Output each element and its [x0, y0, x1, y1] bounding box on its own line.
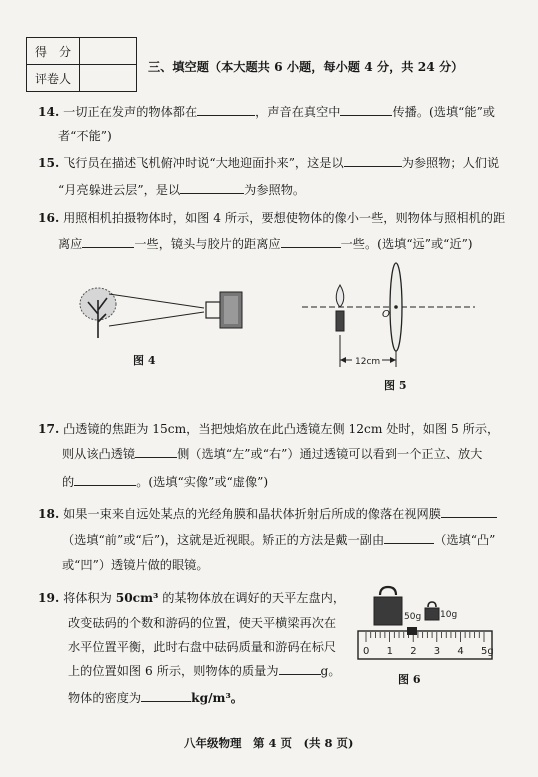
balance-scale-ruler: [358, 627, 492, 659]
q19-text-a: 将体积为: [63, 591, 112, 605]
tree-icon: [80, 288, 116, 338]
q15-text-d: 为参照物。: [244, 183, 306, 197]
q19-line-3: 水平位置平衡，此时右盘中砝码质量和游码在标尺: [68, 640, 337, 654]
q14-line-2: 者“不能”): [58, 129, 112, 143]
q17-text-c: 侧（选填“左”或“右”）通过透镜可以看到一个正立、放大: [177, 447, 483, 461]
reviewer-value-cell: [80, 65, 137, 92]
q16-text-d: 一些。(选填“远”或“近”): [340, 237, 473, 251]
q19-text-f: kg/m³。: [191, 691, 243, 705]
q16-text-a: 用照相机拍摄物体时，如图 4 所示，要想使物体的像小一些，则物体与照相机的距: [63, 211, 506, 225]
q19-text-c: 上的位置如图 6 所示，则物体的质量为: [68, 664, 279, 678]
answer-blank[interactable]: [141, 690, 191, 702]
weight-10g-label: 10g: [440, 610, 458, 620]
q16-text-b: 离应: [58, 237, 83, 251]
answer-blank[interactable]: [384, 532, 434, 544]
answer-blank[interactable]: [197, 104, 255, 116]
scale-tick-label: 1: [386, 646, 393, 657]
reviewer-label: 评卷人: [27, 65, 80, 92]
answer-blank[interactable]: [281, 236, 341, 248]
q18-text-b: （选填“前”或“后”)，这就是近视眼。矫正的方法是戴一副由: [62, 533, 385, 547]
scale-tick-label: 0: [363, 646, 370, 657]
q17-line-3: [62, 474, 268, 490]
q18-text-c: （选填“凸”: [434, 533, 496, 547]
figure-5-caption: 图 5: [384, 379, 407, 392]
lens-center-label: O: [382, 309, 390, 320]
q18-line-2: [62, 532, 495, 548]
question-18: [38, 506, 497, 522]
figure-6-balance-diagram: [356, 583, 496, 661]
answer-blank[interactable]: [344, 155, 402, 167]
answer-blank[interactable]: [441, 506, 497, 518]
scale-tick-label: 4: [457, 646, 464, 657]
answer-blank[interactable]: [135, 446, 177, 458]
answer-blank[interactable]: [279, 663, 321, 675]
ray-line-top: [109, 294, 204, 308]
q14-text-b: ，声音在真空中: [255, 105, 341, 119]
answer-blank[interactable]: [82, 236, 134, 248]
score-box: [26, 37, 137, 92]
weight-10g-icon: [425, 602, 439, 620]
figure-5-lens-diagram: [300, 255, 480, 375]
answer-blank[interactable]: [180, 182, 244, 194]
scale-tick-label: 3: [433, 646, 441, 657]
candle-icon: [336, 285, 344, 331]
question-15: [38, 155, 499, 171]
page-footer: 八年级物理 第 4 页 (共 8 页): [184, 736, 354, 750]
ray-line-bottom: [109, 312, 204, 326]
q18-text-a: 如果一束来自远处某点的光经角膜和晶状体折射后所成的像落在视网膜: [63, 507, 441, 521]
q15-text-b: 为参照物；人们说: [401, 156, 500, 170]
camera-icon: [206, 292, 242, 328]
q15-text-a: 飞行员在描述飞机俯冲时说“大地迎面扑来”，这是以: [63, 156, 344, 170]
q19-volume: 50cm³: [115, 591, 159, 605]
q17-text-d: 的: [62, 475, 75, 489]
score-value-cell: [80, 38, 137, 65]
figure-6-caption: 图 6: [398, 673, 421, 686]
q17-text-a: 凸透镜的焦距为 15cm，当把烛焰放在此凸透镜左侧 12cm 处时，如图 5 所示，: [63, 422, 500, 436]
q19-text-e: 物体的密度为: [68, 691, 142, 705]
question-number: 19.: [38, 591, 60, 605]
q19-line-4: [68, 663, 341, 679]
q17-line-2: [62, 446, 482, 462]
figure-4-caption: 图 4: [133, 354, 156, 367]
q17-text-b: 则从该凸透镜: [62, 447, 136, 461]
q16-text-c: 一些，镜头与胶片的距离应: [134, 237, 281, 251]
dimension-label: 12cm: [355, 357, 381, 367]
q16-line-2: [58, 236, 473, 252]
optical-center-dot: [394, 305, 398, 309]
figure-4-camera-diagram: [76, 280, 256, 350]
q17-text-e: 。(选填“实像”或“虚像”): [136, 475, 269, 489]
score-label: 得 分: [27, 38, 80, 65]
q19-text-d: g。: [320, 664, 341, 678]
weight-50g-icon: [374, 587, 402, 625]
scale-tick-label: 2: [410, 646, 417, 657]
q14-text-a: 一切正在发声的物体都在: [63, 105, 198, 119]
question-number: 15.: [38, 156, 60, 170]
weight-50g-label: 50g: [404, 612, 422, 622]
question-number: 18.: [38, 507, 60, 521]
question-number: 17.: [38, 422, 60, 436]
answer-blank[interactable]: [74, 474, 136, 486]
question-17: [38, 421, 499, 437]
question-19: [38, 590, 345, 606]
question-number: 14.: [38, 105, 60, 119]
question-16: [38, 210, 505, 226]
q19-text-b: 的某物体放在调好的天平左盘内，: [162, 591, 346, 605]
section-title: 三、填空题（本大题共 6 小题，每小题 4 分，共 24 分）: [148, 60, 464, 74]
answer-blank[interactable]: [340, 104, 392, 116]
q15-line-2: [58, 182, 305, 198]
q18-line-3: 或“凹”）透镜片做的眼镜。: [62, 558, 209, 572]
q14-text-c: 传播。(选填“能”或: [392, 105, 495, 119]
question-14: [38, 104, 495, 120]
question-number: 16.: [38, 211, 60, 225]
scale-tick-label: 5g: [481, 646, 494, 657]
rider-icon: [407, 627, 417, 635]
q19-line-2: 改变砝码的个数和游码的位置，使天平横梁再次在: [68, 616, 337, 630]
q19-line-5: [68, 690, 243, 706]
q15-text-c: “月亮躲进云层”，是以: [58, 183, 181, 197]
